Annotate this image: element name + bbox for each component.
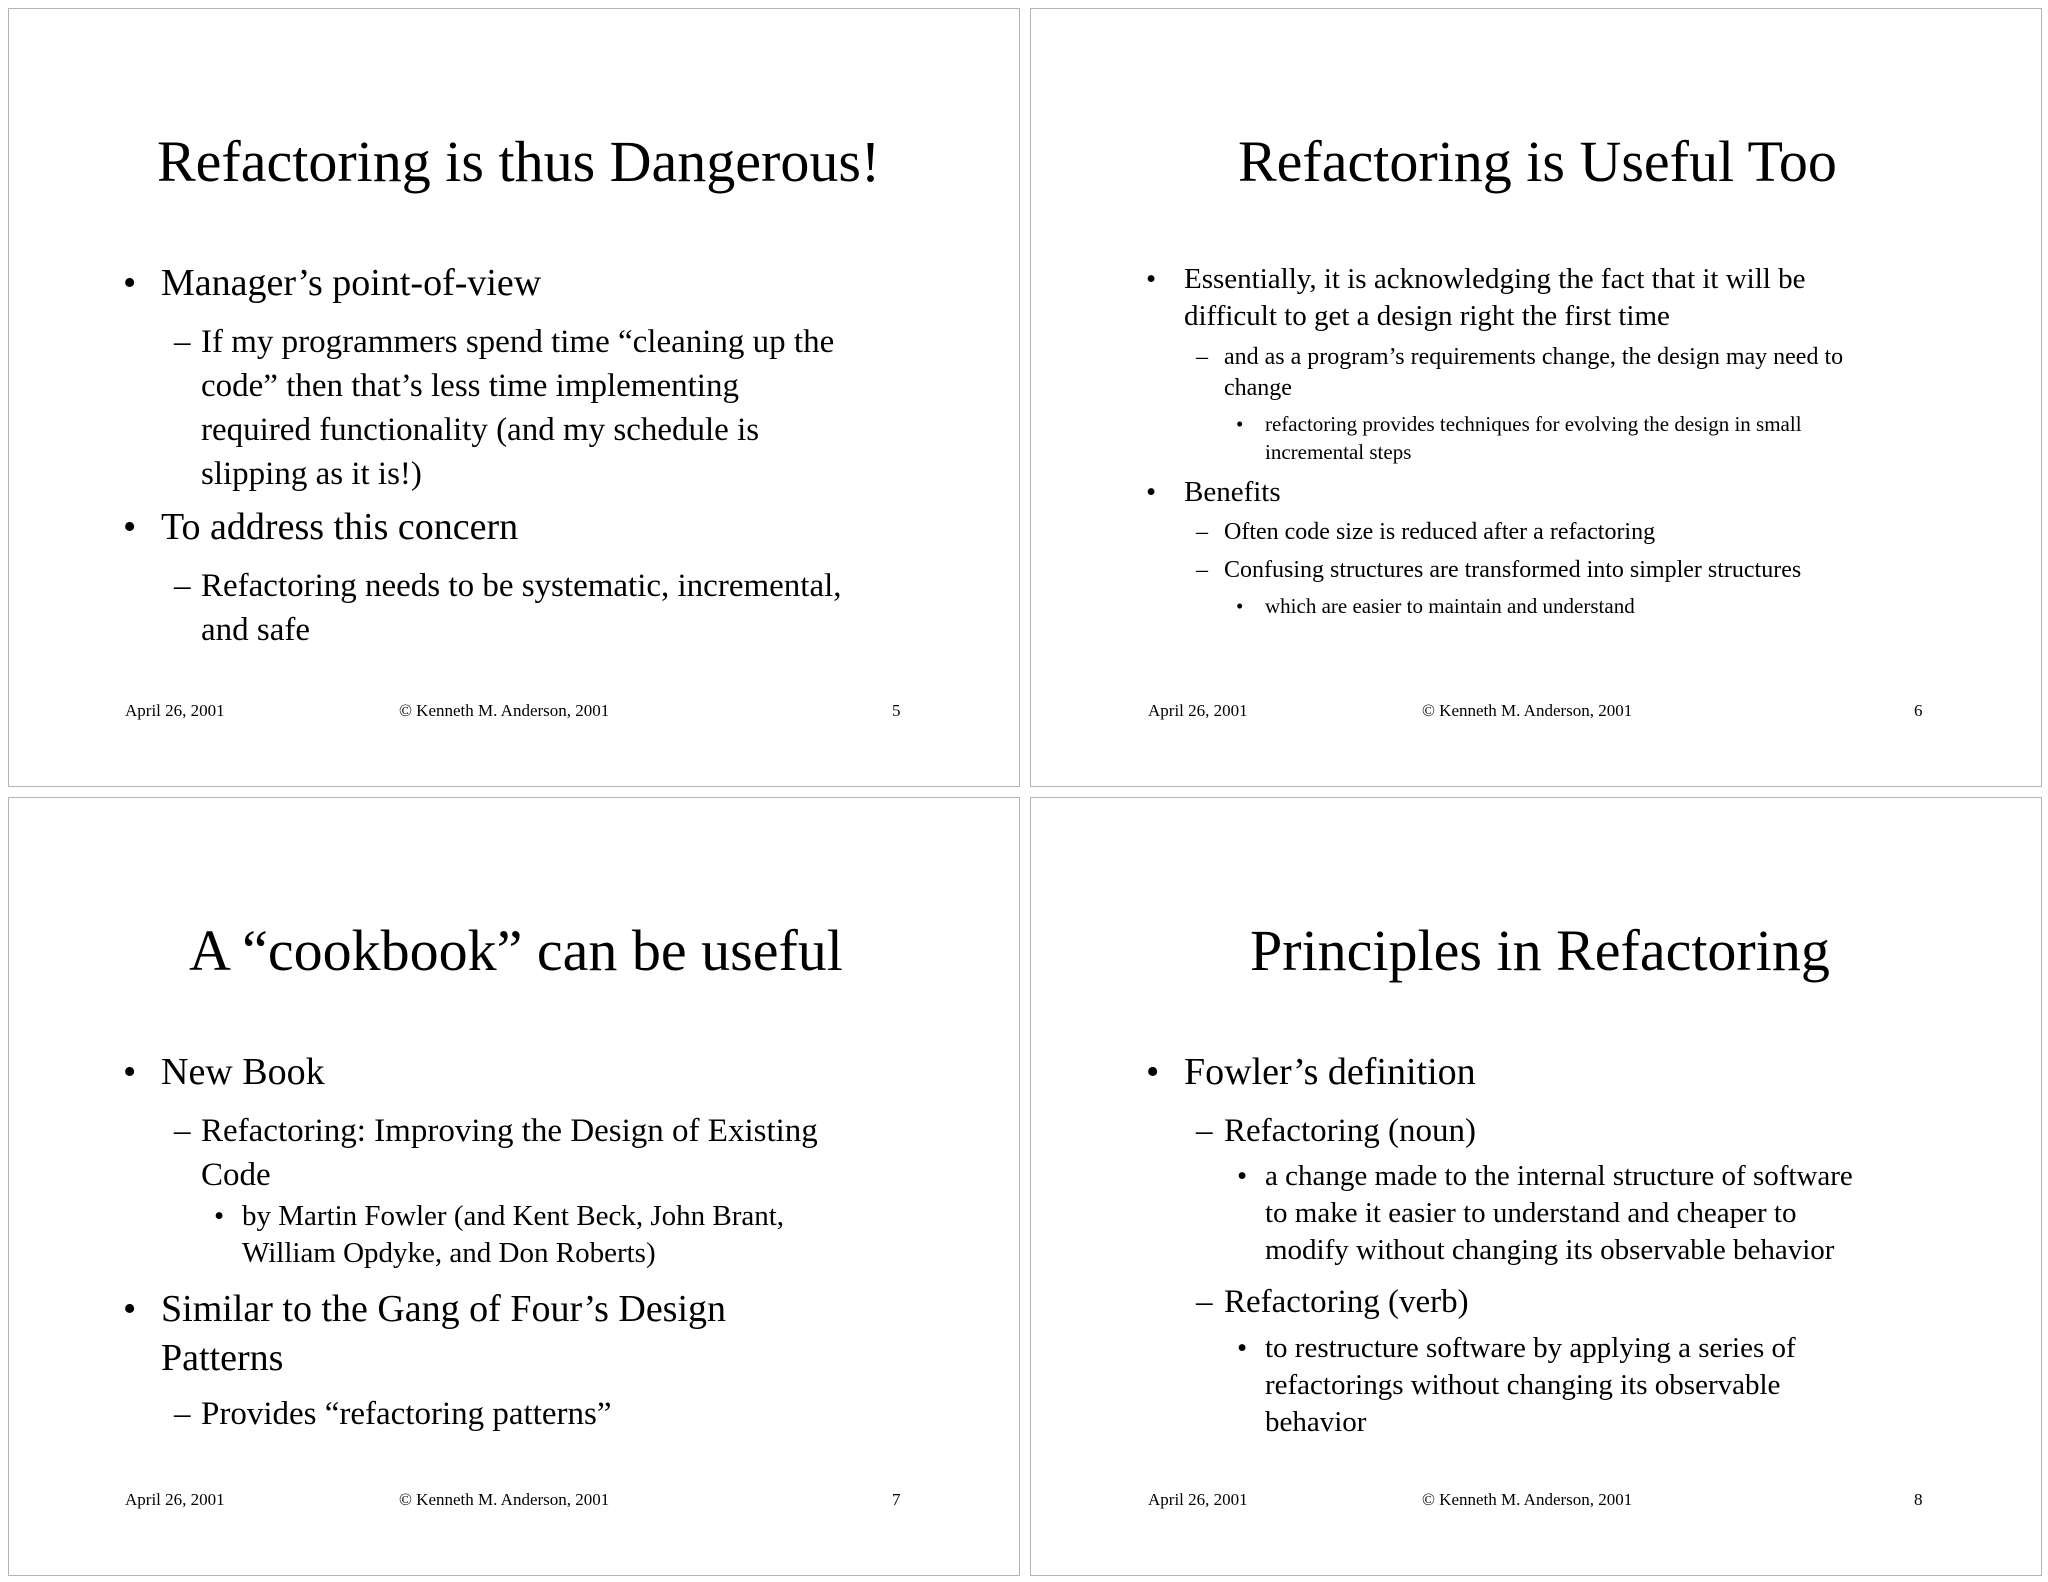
bullet-glyph: •: [123, 262, 137, 304]
sub-bullet-line: Refactoring (noun): [1224, 1113, 1476, 1149]
sub-sub-bullet-line: by Martin Fowler (and Kent Beck, John Brant,: [242, 1200, 785, 1232]
bullet-glyph: •: [123, 1288, 137, 1330]
sub-bullet-line: Refactoring needs to be systematic, incremental,: [201, 568, 842, 604]
footer-date: April 26, 2001: [125, 1490, 225, 1509]
dash-glyph: –: [1196, 519, 1208, 545]
sub-sub-bullet-line: to make it easier to understand and cheaper to: [1265, 1197, 1797, 1229]
footer-page-number: 7: [892, 1490, 901, 1509]
dot-glyph: •: [1237, 1332, 1248, 1364]
dash-glyph: –: [174, 1113, 191, 1149]
dot-glyph: •: [1236, 594, 1244, 618]
dash-glyph: –: [1196, 1284, 1213, 1320]
slide-body: [9, 798, 1021, 1577]
footer-copyright: © Kenneth M. Anderson, 2001: [1422, 1490, 1633, 1509]
dot-glyph: •: [214, 1200, 225, 1232]
bullet-glyph: •: [1146, 476, 1157, 508]
bullet-glyph: •: [123, 1051, 137, 1093]
sub-sub-bullet-line: refactorings without changing its observable: [1265, 1369, 1781, 1401]
sub-bullet-line: Often code size is reduced after a refactoring: [1224, 519, 1656, 545]
bullet-text: Similar to the Gang of Four’s Design: [161, 1288, 727, 1330]
sub-sub-bullet-line: a change made to the internal structure of software: [1265, 1160, 1853, 1192]
footer-copyright: © Kenneth M. Anderson, 2001: [399, 1490, 610, 1509]
dash-glyph: –: [1196, 344, 1208, 370]
sub-bullet-line: and safe: [201, 612, 311, 648]
slide-title: Refactoring is Useful Too: [1238, 129, 1837, 194]
slide-body: [9, 9, 1021, 788]
bullet-text: difficult to get a design right the first time: [1184, 300, 1670, 332]
dash-glyph: –: [174, 568, 191, 604]
dash-glyph: –: [1196, 1113, 1213, 1149]
bullet-text: To address this concern: [161, 506, 519, 548]
footer-copyright: © Kenneth M. Anderson, 2001: [1422, 701, 1633, 720]
bullet-glyph: •: [123, 506, 137, 548]
footer-copyright: © Kenneth M. Anderson, 2001: [399, 701, 610, 720]
dash-glyph: –: [174, 324, 191, 360]
slide-6: [1030, 8, 2042, 787]
bullet-text: Fowler’s definition: [1184, 1051, 1476, 1093]
bullet-text: Patterns: [161, 1337, 284, 1379]
slide-body: [1031, 798, 2043, 1577]
sub-sub-bullet-line: modify without changing its observable behavior: [1265, 1234, 1835, 1266]
footer-date: April 26, 2001: [1148, 701, 1248, 720]
slide-8: [1030, 797, 2042, 1576]
bullet-glyph: •: [1146, 263, 1157, 295]
sub-bullet-line: change: [1224, 375, 1292, 401]
slide-body: [1031, 9, 2043, 788]
footer-page-number: 8: [1914, 1490, 1923, 1509]
sub-bullet-line: code” then that’s less time implementing: [201, 368, 739, 404]
slide-5: [8, 8, 1020, 787]
dot-glyph: •: [1237, 1160, 1248, 1192]
sub-sub-bullet-line: which are easier to maintain and understand: [1265, 594, 1635, 618]
sub-sub-bullet-line: refactoring provides techniques for evolving the design in small: [1265, 412, 1802, 436]
bullet-text: Essentially, it is acknowledging the fact that it will be: [1184, 263, 1806, 295]
slide-title: A “cookbook” can be useful: [189, 918, 843, 983]
footer-date: April 26, 2001: [125, 701, 225, 720]
sub-sub-bullet-line: incremental steps: [1265, 440, 1412, 464]
slide-title: Refactoring is thus Dangerous!: [157, 129, 881, 194]
sub-bullet-line: Code: [201, 1157, 271, 1193]
footer-page-number: 5: [892, 701, 901, 720]
sub-sub-bullet-line: William Opdyke, and Don Roberts): [242, 1237, 656, 1269]
dash-glyph: –: [174, 1396, 191, 1432]
bullet-text: Benefits: [1184, 476, 1281, 508]
sub-bullet-line: Confusing structures are transformed into simpler structures: [1224, 557, 1802, 583]
sub-bullet-line: Provides “refactoring patterns”: [201, 1396, 612, 1432]
sub-bullet-line: slipping as it is!): [201, 456, 422, 492]
sub-bullet-line: Refactoring (verb): [1224, 1284, 1469, 1320]
sub-sub-bullet-line: behavior: [1265, 1406, 1367, 1438]
footer-date: April 26, 2001: [1148, 1490, 1248, 1509]
dot-glyph: •: [1236, 412, 1244, 436]
bullet-text: New Book: [161, 1051, 325, 1093]
sub-bullet-line: Refactoring: Improving the Design of Existing: [201, 1113, 818, 1149]
bullet-glyph: •: [1146, 1051, 1160, 1093]
dash-glyph: –: [1196, 557, 1208, 583]
sub-sub-bullet-line: to restructure software by applying a series of: [1265, 1332, 1796, 1364]
footer-page-number: 6: [1914, 701, 1923, 720]
sub-bullet-line: If my programmers spend time “cleaning up the: [201, 324, 835, 360]
sub-bullet-line: required functionality (and my schedule is: [201, 412, 760, 448]
slide-title: Principles in Refactoring: [1250, 918, 1830, 983]
bullet-text: Manager’s point-of-view: [161, 262, 542, 304]
slide-7: [8, 797, 1020, 1576]
sub-bullet-line: and as a program’s requirements change, the design may need to: [1224, 344, 1844, 370]
